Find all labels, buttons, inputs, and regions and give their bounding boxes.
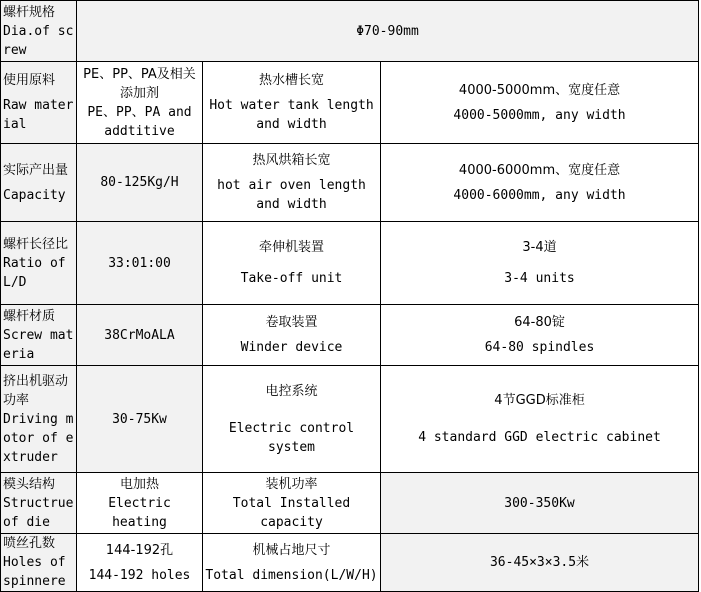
label-en: Raw material — [3, 98, 74, 132]
value-zh: 4000-6000mm、宽度任意 — [458, 162, 621, 178]
value-en: 4000-6000mm, any width — [453, 187, 626, 203]
value-en: 3-4 units — [504, 271, 575, 286]
label-zh: 喷丝孔数 — [3, 536, 56, 551]
label-en: Capacity — [3, 187, 66, 203]
table-row — [1, 305, 699, 366]
water-tank-value — [381, 62, 699, 144]
label-zh: 热风烘箱长宽 — [252, 153, 331, 168]
table-row — [1, 144, 699, 222]
drive-power-value: 30-75Kw — [77, 366, 203, 473]
value-zh: 64-80锭 — [514, 315, 565, 330]
value-en: PE、PP、PA and addtitive — [87, 104, 192, 139]
oven-value — [381, 144, 699, 222]
label-en: hot air oven length and width — [217, 178, 366, 212]
label-zh: 实际产出量 — [3, 162, 69, 178]
label-zh: 使用原料 — [3, 73, 56, 88]
electric-control-label — [203, 366, 381, 473]
capacity-value: 80-125Kg/H — [77, 144, 203, 222]
value-screw-dia: Φ70-90mm — [77, 1, 699, 62]
value-en: 4000-5000mm, any width — [453, 107, 626, 123]
take-off-label — [203, 222, 381, 305]
value-zh: 4000-5000mm、宽度任意 — [458, 82, 621, 98]
row-label-screw-dia — [1, 1, 77, 62]
value-zh: 144-192孔 — [105, 542, 174, 558]
label-zh: 螺杆规格 — [3, 4, 56, 20]
installed-capacity-value: 300-350Kw — [381, 473, 699, 534]
ld-ratio-value: 33:01:00 — [77, 222, 203, 305]
table-row — [1, 62, 699, 144]
winder-label — [203, 305, 381, 366]
row-label-die-structure — [1, 473, 77, 534]
label-zh: 挤出机驱动功率 — [3, 373, 69, 408]
label-en: Winder device — [240, 340, 343, 355]
label-en: Total dimension(L/W/H) — [205, 567, 378, 583]
row-label-drive-power — [1, 366, 77, 473]
label-zh: 卷取装置 — [265, 315, 318, 330]
label-en: Total Installed capacity — [232, 495, 351, 530]
label-zh: 螺杆材质 — [3, 308, 56, 324]
label-en: Structrue of die — [3, 495, 74, 530]
value-zh: 电加热 — [119, 476, 159, 492]
row-label-capacity — [1, 144, 77, 222]
value-en: 64-80 spindles — [484, 340, 595, 355]
row-label-raw-material — [1, 62, 77, 144]
label-en: Driving motor of extruder — [3, 411, 74, 465]
water-tank-label — [203, 62, 381, 144]
row-label-screw-material — [1, 305, 77, 366]
label-zh: 机械占地尺寸 — [252, 542, 331, 558]
installed-capacity-label — [203, 473, 381, 534]
label-zh: 模头结构 — [3, 476, 56, 492]
oven-label — [203, 144, 381, 222]
label-en: Dia.of screw — [3, 23, 74, 58]
table-row — [1, 222, 699, 305]
value-zh: 4节GGD标准柜 — [494, 393, 585, 408]
value-en: 144-192 holes — [88, 567, 191, 583]
label-zh: 热水槽长宽 — [258, 73, 324, 88]
table-row — [1, 366, 699, 473]
winder-value — [381, 305, 699, 366]
label-en: Screw materia — [3, 327, 74, 362]
label-zh: 牵伸机装置 — [258, 240, 324, 255]
die-structure-value — [77, 473, 203, 534]
label-en: Ratio of L/D — [3, 255, 66, 290]
label-zh: 电控系统 — [265, 383, 318, 399]
label-en: Electric control system — [228, 420, 355, 455]
label-zh: 螺杆长径比 — [3, 236, 69, 252]
label-en: Holes of spinnere — [3, 555, 66, 589]
table-row — [1, 473, 699, 534]
value-zh: 3-4道 — [522, 240, 557, 255]
table-row — [1, 1, 699, 62]
label-zh: 装机功率 — [265, 476, 318, 492]
raw-material-value — [77, 62, 203, 144]
value-en: Electric heating — [108, 495, 171, 530]
screw-material-value: 38CrMoALA — [77, 305, 203, 366]
value-en: 4 standard GGD electric cabinet — [418, 430, 661, 445]
label-en: Take-off unit — [240, 271, 343, 286]
label-en: Hot water tank length and width — [209, 98, 374, 132]
take-off-value — [381, 222, 699, 305]
row-label-ld-ratio — [1, 222, 77, 305]
value-zh: PE、PP、PA及相关添加剂 — [83, 66, 196, 101]
dimension-value: 36-45×3×3.5米 — [381, 534, 699, 592]
electric-control-value — [381, 366, 699, 473]
